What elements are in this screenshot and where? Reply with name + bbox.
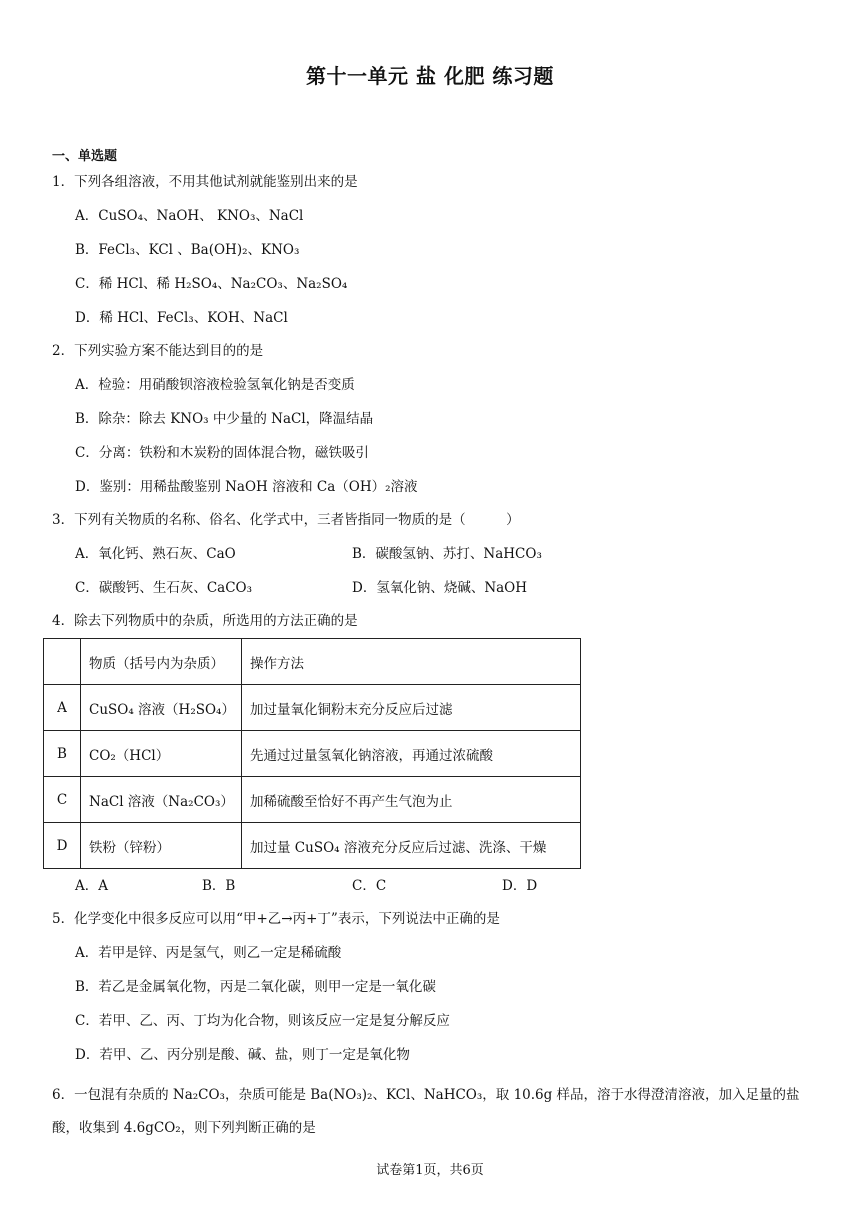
table-cell: CuSO₄ 溶液（H₂SO₄） <box>81 685 242 731</box>
option: A．A <box>75 878 108 894</box>
option: A．CuSO₄、NaOH、 KNO₃、NaCl <box>75 208 304 224</box>
question-stem: 4．除去下列物质中的杂质，所选用的方法正确的是 <box>52 613 358 629</box>
question-stem: 1．下列各组溶液，不用其他试剂就能鉴别出来的是 <box>52 174 358 190</box>
table-row <box>44 731 581 777</box>
option: A．若甲是锌、丙是氢气，则乙一定是稀硫酸 <box>75 945 342 961</box>
table-header-row <box>44 639 581 685</box>
option: C．碳酸钙、生石灰、CaCO₃ <box>75 580 253 596</box>
question-stem: 3．下列有关物质的名称、俗名、化学式中，三者皆指同一物质的是（ ） <box>52 512 520 528</box>
option: C．稀 HCl、稀 H₂SO₄、Na₂CO₃、Na₂SO₄ <box>75 276 348 292</box>
table-cell: 铁粉（锌粉） <box>81 823 242 869</box>
table-row <box>44 685 581 731</box>
option: D．稀 HCl、FeCl₃、KOH、NaCl <box>75 310 288 326</box>
impurity-table <box>43 638 581 869</box>
page-title: 第十一单元 盐 化肥 练习题 <box>306 64 554 88</box>
option: C．若甲、乙、丙、丁均为化合物，则该反应一定是复分解反应 <box>75 1013 450 1029</box>
question-stem: 2．下列实验方案不能达到目的的是 <box>52 343 264 359</box>
option: D．鉴别：用稀盐酸鉴别 NaOH 溶液和 Ca（OH）₂溶液 <box>75 479 418 495</box>
table-header-cell: 物质（括号内为杂质） <box>81 639 242 685</box>
option: D．D <box>502 878 538 894</box>
page-footer: 试卷第1页，共6页 <box>376 1163 484 1178</box>
section-heading: 一、单选题 <box>52 149 118 164</box>
table-cell: B <box>44 731 81 777</box>
option: D．氢氧化钠、烧碱、NaOH <box>352 580 528 596</box>
table-header-cell <box>44 639 81 685</box>
table-cell: 先通过过量氢氧化钠溶液，再通过浓硫酸 <box>242 731 581 777</box>
option: B．若乙是金属氧化物，丙是二氧化碳，则甲一定是一氧化碳 <box>75 979 436 995</box>
table-cell: D <box>44 823 81 869</box>
table-cell: CO₂（HCl） <box>81 731 242 777</box>
table-cell: C <box>44 777 81 823</box>
table-cell: NaCl 溶液（Na₂CO₃） <box>81 777 242 823</box>
table-row <box>44 823 581 869</box>
option: B．碳酸氢钠、苏打、NaHCO₃ <box>352 546 542 562</box>
option: A．氧化钙、熟石灰、CaO <box>75 546 236 562</box>
option: B．除杂：除去 KNO₃ 中少量的 NaCl，降温结晶 <box>75 411 374 427</box>
table-cell: 加过量氧化铜粉末充分反应后过滤 <box>242 685 581 731</box>
question-stem: 6．一包混有杂质的 Na₂CO₃，杂质可能是 Ba(NO₃)₂、KCl、NaHCO₃，取 10.6g 样品，溶于水得澄清溶液，加入足量的盐酸，收集到 4.6gCO₂，则下列判断正确的是 <box>52 1087 800 1136</box>
table-cell: A <box>44 685 81 731</box>
option: B．B <box>202 878 236 894</box>
option: C．C <box>352 878 387 894</box>
option: D．若甲、乙、丙分别是酸、碱、盐，则丁一定是氧化物 <box>75 1047 410 1063</box>
table-cell: 加过量 CuSO₄ 溶液充分反应后过滤、洗涤、干燥 <box>242 823 581 869</box>
table-cell: 加稀硫酸至恰好不再产生气泡为止 <box>242 777 581 823</box>
table-row <box>44 777 581 823</box>
option: C．分离：铁粉和木炭粉的固体混合物，磁铁吸引 <box>75 445 369 461</box>
option: A．检验：用硝酸钡溶液检验氢氧化钠是否变质 <box>75 377 355 393</box>
option: B．FeCl₃、KCl 、Ba(OH)₂、KNO₃ <box>75 242 300 258</box>
question-stem: 5．化学变化中很多反应可以用“甲+乙→丙+丁”表示，下列说法中正确的是 <box>52 911 500 927</box>
table-header-cell: 操作方法 <box>242 639 581 685</box>
